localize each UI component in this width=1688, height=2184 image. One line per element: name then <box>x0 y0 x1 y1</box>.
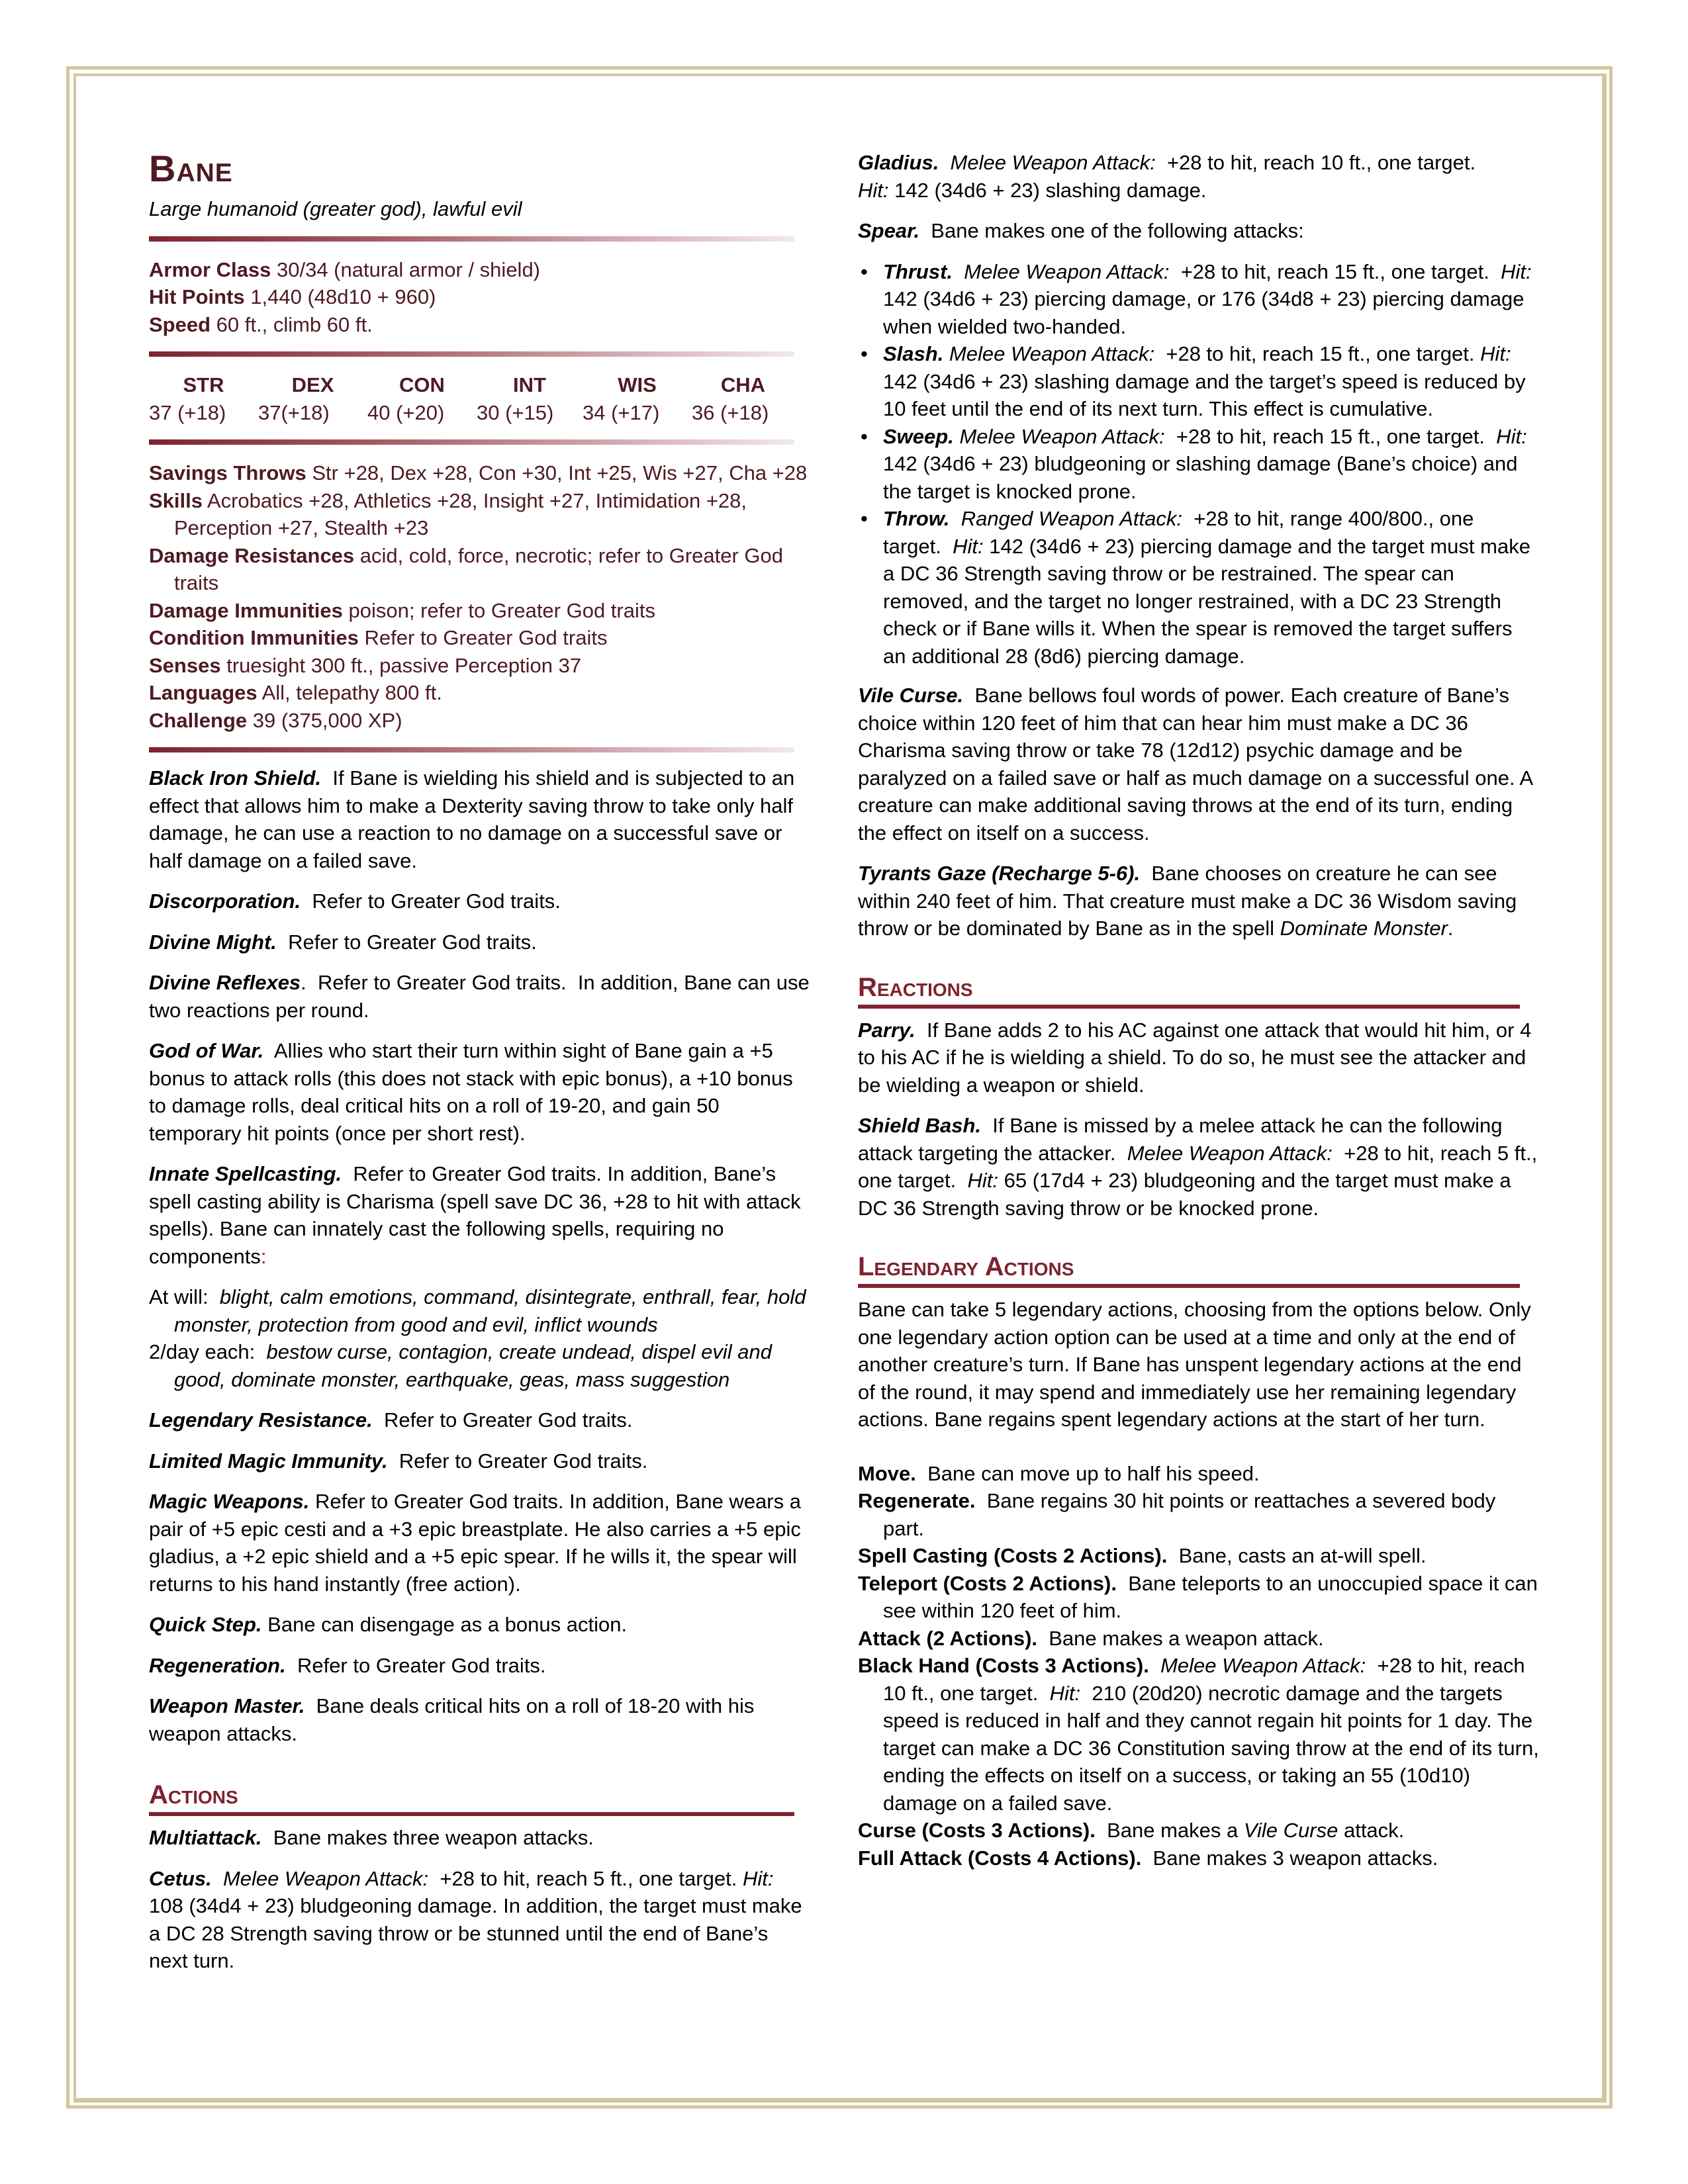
property-label: Damage Immunities <box>149 598 343 622</box>
property-saving-throws <box>149 459 811 487</box>
spell-names: blight, calm emotions, command, disintegrate, enthrall, fear, hold monster, protection from good and evil, inflict wounds <box>174 1285 806 1336</box>
spear-option-sweep <box>858 423 1540 506</box>
property-senses <box>149 652 811 680</box>
spell-list <box>149 1283 811 1393</box>
action-vile-curse <box>858 682 1540 846</box>
trait-discorporation <box>149 887 811 915</box>
reaction-text: 65 (17d4 + 23) bludgeoning and the target must make a DC 36 Strength saving throw or be knocked prone. <box>858 1169 1511 1220</box>
trait-quick-step <box>149 1611 811 1639</box>
legendary-option-spell-casting <box>858 1542 1540 1570</box>
trait-name: Legendary Resistance. <box>149 1408 373 1432</box>
option-text: Bane makes 3 weapon attacks. <box>1152 1846 1438 1870</box>
option-name: Curse (Costs 3 Actions). <box>858 1819 1096 1842</box>
option-text: 142 (34d6 + 23) slashing damage and the target’s speed is reduced by 10 feet until the end of its next turn. This effect is cumulative. <box>883 369 1526 420</box>
action-spear <box>858 217 1540 245</box>
ability-name: STR <box>183 373 224 396</box>
property-label: Languages <box>149 681 258 704</box>
option-text: Bane makes a weapon attack. <box>1049 1626 1324 1650</box>
hit-points <box>149 283 811 311</box>
speed <box>149 311 811 339</box>
core-stats <box>149 256 811 339</box>
spell-reference: Dominate Monster <box>1280 917 1448 940</box>
legendary-option-full-attack <box>858 1844 1540 1872</box>
legendary-option-regenerate <box>858 1487 1540 1542</box>
trait-regeneration <box>149 1652 811 1680</box>
spear-option-thrust <box>858 258 1540 341</box>
trait-name: Limited Magic Immunity. <box>149 1449 388 1473</box>
section-rule <box>858 1284 1520 1288</box>
trait-black-iron-shield <box>149 764 811 874</box>
attack-type: Melee Weapon Attack: <box>964 259 1170 283</box>
spell-frequency: At will: <box>149 1285 209 1308</box>
trait-text: Refer to Greater God traits. In addition, Bane’s spell casting ability is Charisma (spell save DC 36, +28 to hit with attack spells). Bane can innately cast the following spells, requiring no components <box>149 1162 801 1268</box>
trait-divine-reflexes <box>149 969 816 1024</box>
legendary-option-curse <box>858 1817 1540 1844</box>
action-text: Bane makes three weapon attacks. <box>273 1826 594 1849</box>
hit-points-label: Hit Points <box>149 285 245 308</box>
ability-score: 40 (+20) <box>367 400 445 424</box>
trait-divine-might <box>149 929 811 956</box>
legendary-option-teleport <box>858 1570 1540 1625</box>
spell-names: bestow curse, contagion, create undead, dispel evil and good, dominate monster, earthquake, geas, mass suggestion <box>174 1340 772 1391</box>
legendary-option-black-hand <box>858 1652 1540 1817</box>
section-rule <box>858 1005 1520 1009</box>
property-value: All, telepathy 800 ft. <box>261 681 442 704</box>
attack-stats: +28 to hit, reach 15 ft., one target. <box>1176 424 1485 448</box>
property-value: 39 (375,000 XP) <box>252 708 402 732</box>
ability-scores <box>149 371 794 426</box>
legendary-options <box>858 1460 1540 1872</box>
trait-name: Divine Reflexes <box>149 971 301 994</box>
option-name: Attack (2 Actions). <box>858 1626 1038 1650</box>
reaction-name: Parry. <box>858 1018 915 1042</box>
attack-type: Melee Weapon Attack: <box>949 342 1155 365</box>
property-label: Skills <box>149 488 203 512</box>
reaction-text: If Bane adds 2 to his AC against one attack that would hit him, or 4 to his AC if he is wielding a shield. To do so, he must see the attacker and be wielding a weapon or shield. <box>858 1018 1532 1097</box>
action-gladius <box>858 149 1540 204</box>
bullet-icon: • <box>861 507 868 530</box>
property-label: Savings Throws <box>149 461 306 484</box>
trait-text: Refer to Greater God traits. <box>288 930 537 954</box>
ability-score: 36 (+18) <box>692 400 769 424</box>
ability-name: INT <box>513 373 546 396</box>
option-name: Sweep. <box>883 424 954 448</box>
trait-text: Refer to Greater God traits. In addition, Bane wears a pair of +5 epic cesti and a +3 epic breastplate. He also carries a +5 epic gladius, a +2 epic shield and a +5 epic spear. If he wills it, the spear will returns to his hand instantly (free action). <box>149 1490 801 1596</box>
option-name: Throw. <box>883 507 950 530</box>
attack-type: Melee Weapon Attack: <box>950 151 1156 174</box>
speed-value: 60 ft., climb 60 ft. <box>216 312 373 336</box>
armor-class-label: Armor Class <box>149 257 271 281</box>
bullet-icon: • <box>861 259 868 283</box>
action-tyrants-gaze <box>858 860 1540 942</box>
ability-name: CHA <box>720 373 766 396</box>
ability-name: WIS <box>618 373 657 396</box>
legendary-intro: Bane can take 5 legendary actions, choosing from the options below. Only one legendary action option can be used at a time and only at the end of another creature’s turn. If Bane has unspent legendary actions at the end of the round, it may spend and immediately use her remaining legendary actions. Bane regains spent legendary actions at the start of her turn. <box>858 1298 1531 1431</box>
hit-label: Hit: <box>1480 342 1511 365</box>
property-languages <box>149 679 811 707</box>
action-text: Bane makes one of the following attacks: <box>931 219 1304 242</box>
property-damage-immunities <box>149 597 811 625</box>
property-damage-resistances <box>149 542 811 597</box>
attack-type: Ranged Weapon Attack: <box>961 507 1183 530</box>
reaction-shield-bash <box>858 1112 1540 1222</box>
property-label: Challenge <box>149 708 248 732</box>
property-challenge <box>149 707 811 735</box>
trait-text: Refer to Greater God traits. <box>383 1408 633 1432</box>
legendary-option-attack <box>858 1625 1540 1653</box>
hit-label: Hit: <box>742 1866 774 1890</box>
action-name: Cetus. <box>149 1866 212 1890</box>
divider <box>149 747 794 752</box>
reaction-name: Shield Bash. <box>858 1114 982 1137</box>
trait-magic-weapons <box>149 1488 811 1598</box>
spell-reference: Vile Curse <box>1243 1819 1338 1842</box>
trait-text: Refer to Greater God traits. <box>312 889 561 913</box>
action-multiattack <box>149 1824 811 1852</box>
option-name: Slash. <box>883 342 944 365</box>
right-column <box>858 149 1540 1872</box>
armor-class <box>149 256 811 284</box>
ability-score: 34 (+17) <box>583 400 660 424</box>
attack-type: Melee Weapon Attack: <box>1127 1141 1333 1165</box>
trait-text: If Bane is wielding his shield and is subjected to an effect that allows him to make a Dexterity saving throw to take only half damage, he can use a reaction to no damage on a successful save or half damage on a failed save. <box>149 766 795 872</box>
property-value: Acrobatics +28, Athletics +28, Insight +27, Intimidation +28, Perception +27, Stealth +23 <box>174 488 747 539</box>
action-text: Bane bellows foul words of power. Each creature of Bane’s choice within 120 feet of him that can hear him must make a DC 36 Charisma saving throw or take 78 (12d12) psychic damage and be paralyzed on a failed save or half as much damage on a successful one. A creature can make additional saving throws at the end of its turn, ending the effect on itself on a success. <box>858 684 1532 844</box>
trait-text: Bane deals critical hits on a roll of 18-20 with his weapon attacks. <box>149 1694 755 1745</box>
bullet-icon: • <box>861 424 868 448</box>
section-heading-actions: Actions <box>149 1780 238 1809</box>
option-text: Bane regains 30 hit points or reattaches a severed body part. <box>883 1489 1496 1540</box>
attack-stats: +28 to hit, reach 5 ft., one target. <box>858 1141 1538 1192</box>
trait-name: Magic Weapons. <box>149 1490 310 1513</box>
option-name: Regenerate. <box>858 1489 976 1512</box>
divider <box>149 439 794 445</box>
trait-text: Bane can disengage as a bonus action. <box>267 1613 628 1636</box>
spell-list-2-day <box>149 1338 811 1393</box>
option-text: Bane makes a <box>1107 1819 1239 1842</box>
option-text: Bane teleports to an unoccupied space it can see within 120 feet of him. <box>883 1571 1538 1622</box>
ability-name: CON <box>399 373 445 396</box>
attack-stats: +28 to hit, reach 15 ft., one target. <box>1166 342 1475 365</box>
creature-name: Bane <box>149 148 233 189</box>
divider <box>149 236 794 242</box>
attack-type: Melee Weapon Attack: <box>959 424 1165 448</box>
section-rule <box>149 1812 794 1816</box>
option-name: Teleport (Costs 2 Actions). <box>858 1571 1117 1595</box>
property-label: Senses <box>149 653 221 677</box>
trait-colon: : <box>260 1244 267 1268</box>
reaction-parry <box>858 1017 1540 1099</box>
section-heading-reactions: Reactions <box>858 972 973 1002</box>
ability-score: 37 (+18) <box>149 400 226 424</box>
trait-name: Quick Step. <box>149 1613 262 1636</box>
trait-name: Weapon Master. <box>149 1694 305 1717</box>
trait-name: Discorporation. <box>149 889 301 913</box>
trait-god-of-war <box>149 1037 811 1147</box>
hit-label: Hit: <box>967 1169 998 1192</box>
attack-stats: +28 to hit, reach 10 ft., one target. <box>1166 151 1476 174</box>
attack-stats: +28 to hit, reach 15 ft., one target. <box>1180 259 1489 283</box>
bullet-icon: • <box>861 342 868 365</box>
action-name: Gladius. <box>858 151 939 174</box>
trait-name: Regeneration. <box>149 1653 286 1677</box>
property-label: Damage Resistances <box>149 543 355 567</box>
properties <box>149 459 811 734</box>
spear-option-slash <box>858 340 1540 423</box>
spear-option-throw <box>858 505 1540 670</box>
section-heading-legendary-actions: Legendary Actions <box>858 1252 1074 1281</box>
attack-stats: +28 to hit, range 400/800., one target. <box>883 507 1474 558</box>
property-value: Str +28, Dex +28, Con +30, Int +25, Wis +27, Cha +28 <box>312 461 808 484</box>
trait-name: Divine Might. <box>149 930 277 954</box>
attack-stats: +28 to hit, reach 5 ft., one target. <box>440 1866 737 1890</box>
property-label: Condition Immunities <box>149 626 359 649</box>
trait-limited-magic-immunity <box>149 1447 811 1475</box>
hit-points-value: 1,440 (48d10 + 960) <box>250 285 436 308</box>
trait-text: Allies who start their turn within sight of Bane gain a +5 bonus to attack rolls (this does not stack with epic bonus), a +10 bonus to damage rolls, deal critical hits on a roll of 19-20, and gain 50 temporary hit points (once per short rest). <box>149 1039 793 1145</box>
action-name: Multiattack. <box>149 1826 262 1849</box>
option-text-end: attack. <box>1343 1819 1405 1842</box>
attack-type: Melee Weapon Attack: <box>1160 1654 1366 1677</box>
option-name: Full Attack (Costs 4 Actions). <box>858 1846 1142 1870</box>
action-name: Spear. <box>858 219 920 242</box>
hit-label: Hit: <box>1496 424 1527 448</box>
action-name: Vile Curse. <box>858 684 964 707</box>
trait-legendary-resistance <box>149 1406 811 1434</box>
option-text: 210 (20d20) necrotic damage and the targets speed is reduced in half and they cannot regain hit points for 1 day. The target can make a DC 36 Constitution saving throw at the end of its turn, ending the effects on itself on a success, or taking an 55 (10d10) damage on a failed save. <box>883 1681 1539 1815</box>
trait-name: Black Iron Shield. <box>149 766 322 790</box>
left-column <box>149 148 816 1988</box>
spell-frequency: 2/day each: <box>149 1340 256 1363</box>
sentence-end: . <box>1447 917 1454 940</box>
ability-score: 30 (+15) <box>477 400 554 424</box>
property-value: truesight 300 ft., passive Perception 37 <box>226 653 582 677</box>
creature-type: Large humanoid (greater god), lawful evil <box>149 197 522 220</box>
trait-name: God of War. <box>149 1039 264 1062</box>
property-condition-immunities <box>149 624 811 652</box>
hit-label: Hit: <box>858 178 889 202</box>
attack-stats: +28 to hit, reach 10 ft., one target. <box>883 1654 1525 1705</box>
trait-text: Refer to Greater God traits. <box>399 1449 648 1473</box>
hit-label: Hit: <box>1049 1681 1081 1705</box>
option-text: 142 (34d6 + 23) piercing damage and the target must make a DC 36 Strength saving throw or be restrained. The spear can removed, and the target no longer restrained, with a DC 23 Strength check or if Bane wills it. When the spear is removed the target suffers an additional 28 (8d6) piercing damage. <box>883 534 1530 668</box>
trait-innate-spellcasting <box>149 1160 811 1270</box>
hit-label: Hit: <box>1501 259 1532 283</box>
divider <box>149 351 794 357</box>
option-text: Bane can move up to half his speed. <box>927 1461 1260 1485</box>
spell-list-at-will <box>149 1283 811 1338</box>
property-value: acid, cold, force, necrotic; refer to Greater God traits <box>174 543 784 594</box>
action-name: Tyrants Gaze (Recharge 5-6). <box>858 862 1141 885</box>
trait-text: Refer to Greater God traits. <box>297 1653 546 1677</box>
property-skills <box>149 487 811 542</box>
action-cetus <box>149 1865 811 1975</box>
hit-label: Hit: <box>953 534 984 558</box>
legendary-option-move <box>858 1460 1540 1488</box>
reaction-text: If Bane is missed by a melee attack he can the following attack targeting the attacker. <box>858 1114 1503 1165</box>
option-text: 142 (34d6 + 23) bludgeoning or slashing damage (Bane’s choice) and the target is knocked prone. <box>883 452 1518 503</box>
option-name: Black Hand (Costs 3 Actions). <box>858 1654 1149 1677</box>
action-text: 108 (34d4 + 23) bludgeoning damage. In addition, the target must make a DC 28 Strength saving throw or be stunned until the end of Bane’s next turn. <box>149 1894 802 1972</box>
action-text: 142 (34d6 + 23) slashing damage. <box>894 178 1207 202</box>
attack-type: Melee Weapon Attack: <box>222 1866 429 1890</box>
option-name: Spell Casting (Costs 2 Actions). <box>858 1544 1168 1567</box>
option-name: Thrust. <box>883 259 953 283</box>
option-text: Bane, casts an at-will spell. <box>1178 1544 1427 1567</box>
spear-options <box>858 258 1540 670</box>
option-name: Move. <box>858 1461 916 1485</box>
trait-text: . Refer to Greater God traits. In addition, Bane can use two reactions per round. <box>149 971 816 1022</box>
armor-class-value: 30/34 (natural armor / shield) <box>276 257 541 281</box>
ability-score: 37(+18) <box>258 400 330 424</box>
trait-name: Innate Spellcasting. <box>149 1162 342 1185</box>
speed-label: Speed <box>149 312 211 336</box>
property-value: poison; refer to Greater God traits <box>348 598 655 622</box>
action-text: Bane chooses on creature he can see within 240 feet of him. That creature must make a DC 36 Wisdom saving throw or be dominated by Bane as in the spell <box>858 862 1517 940</box>
ability-name: DEX <box>291 373 334 396</box>
option-text: 142 (34d6 + 23) piercing damage, or 176 (34d8 + 23) piercing damage when wielded two-handed. <box>883 287 1524 338</box>
property-value: Refer to Greater God traits <box>364 626 608 649</box>
trait-weapon-master <box>149 1692 811 1747</box>
